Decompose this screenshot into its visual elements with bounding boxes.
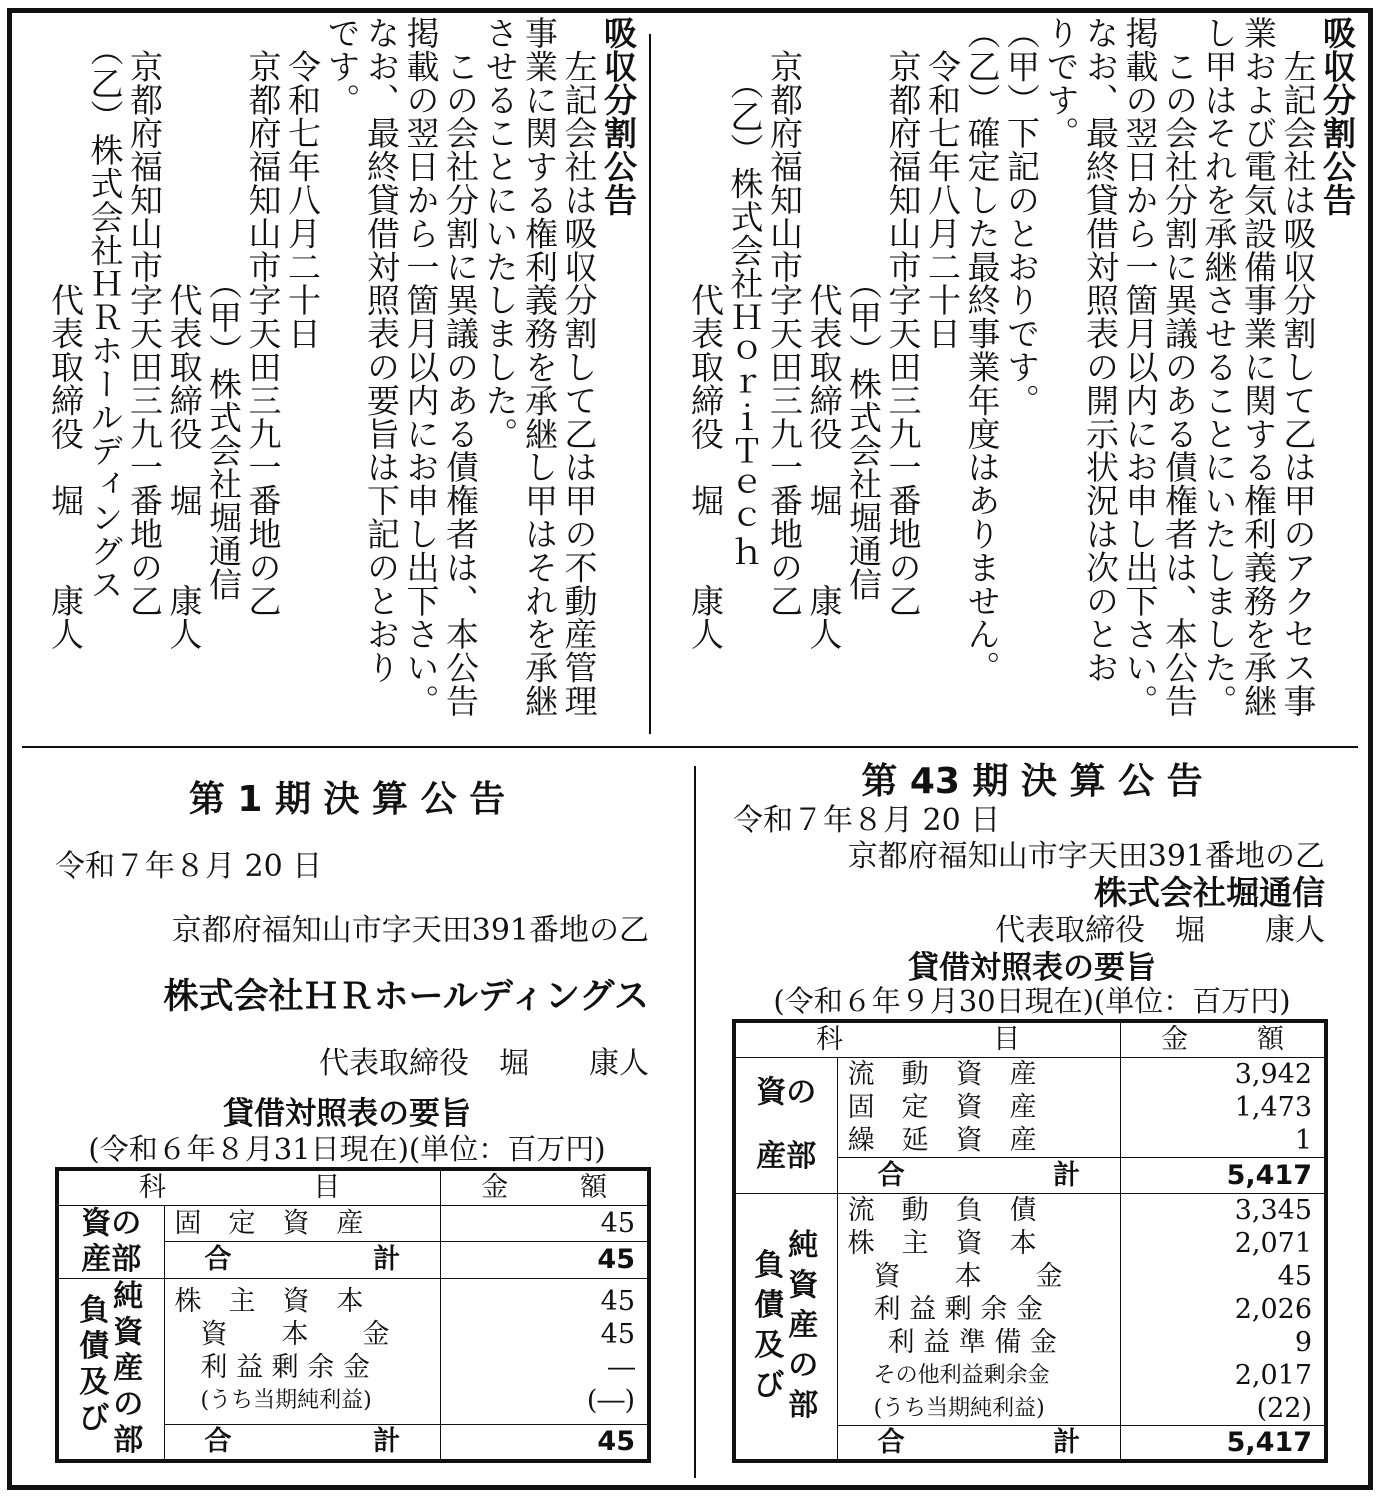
- total-label-char: 計: [373, 1426, 401, 1458]
- left-bs-period: (令和６年８月31日現在)(単位：百万円): [88, 1132, 606, 1166]
- liabilities-total-label: [164, 1425, 441, 1461]
- assets-label-line: 資の: [81, 1205, 142, 1241]
- right-notice-line: し甲はそれを承継させることにいたしました。: [1199, 16, 1239, 718]
- left-notice-line: 代表取締役 堀 康人: [164, 16, 204, 651]
- line-item-value: 1,473: [1234, 1091, 1312, 1123]
- left-notice-line: 京都府福知山市字天田三九一番地の乙: [125, 16, 164, 618]
- table-header-row: [57, 1169, 649, 1205]
- assets-total-label: [164, 1242, 441, 1279]
- left-balance-sheet-table: [55, 1167, 651, 1463]
- line-item-label: 資 本 金: [873, 1260, 1063, 1292]
- line-item-value: ―: [608, 1352, 635, 1384]
- liabilities-label-char: 負: [754, 1248, 785, 1284]
- left-notice-line: （甲）株式会社堀通信: [204, 16, 243, 601]
- right-fin-company: 株式会社堀通信: [1094, 873, 1325, 912]
- subject-header: [734, 1021, 1121, 1057]
- amount-header: [441, 1169, 649, 1205]
- left-notice-line: 左記会社は吸収分割して乙は甲の不動産管理: [559, 16, 599, 718]
- assets-section-label: [734, 1057, 837, 1193]
- left-notice-line: です。: [322, 16, 362, 117]
- assets-total-label: [837, 1157, 1121, 1193]
- left-notice-line: （乙）株式会社ＨＲホールディングス: [85, 16, 125, 601]
- assets-section-label: [57, 1205, 164, 1278]
- right-bs-period: (令和６年９月30日現在)(単位：百万円): [773, 984, 1291, 1018]
- left-fin-representative: 代表取締役 堀 康人: [319, 1046, 649, 1081]
- section-divider: [22, 746, 1358, 748]
- right-notice-line: 代表取締役 堀 康人: [804, 16, 844, 651]
- line-item-value: 1: [1294, 1124, 1312, 1156]
- liabilities-label-char: び: [79, 1400, 110, 1436]
- right-fin-title: 第 43 期 決 算 公 告: [861, 761, 1203, 802]
- subject-header-char: 科: [816, 1024, 843, 1056]
- assets-values: [1121, 1057, 1326, 1157]
- total-label-char: 計: [1053, 1426, 1081, 1458]
- assets-row: [734, 1057, 1326, 1157]
- line-item-value: 9: [1294, 1326, 1312, 1358]
- total-label-char: 合: [204, 1244, 232, 1276]
- assets-total-value: 5,417: [1121, 1157, 1326, 1193]
- left-fin-date: 令和７年８月 20 日: [55, 849, 323, 884]
- line-item-label: (うち当期純利益): [873, 1395, 1045, 1421]
- liabilities-label-char: 資: [113, 1314, 144, 1350]
- liabilities-total-value: 45: [441, 1425, 649, 1461]
- liabilities-label-char: 及: [754, 1328, 785, 1364]
- liabilities-label-char: 純: [788, 1228, 819, 1264]
- line-item-value: 45: [600, 1319, 635, 1351]
- liabilities-values: [441, 1278, 649, 1425]
- right-notice-line: 代表取締役 堀 康人: [686, 16, 725, 651]
- left-bs-title: 貸借対照表の要旨: [223, 1096, 471, 1132]
- line-item-label: 株 主 資 本: [174, 1286, 364, 1318]
- line-item-label: その他利益剰余金: [873, 1362, 1050, 1388]
- assets-label-line: 産部: [756, 1139, 817, 1174]
- line-item-label: 利 益 剰 余 金: [200, 1352, 370, 1384]
- line-item-value: 3,942: [1234, 1058, 1312, 1090]
- right-notice-line: 業および電気設備事業に関する権利義務を承継: [1239, 16, 1278, 718]
- liabilities-section-label: [57, 1278, 164, 1461]
- liabilities-label-char: 負: [79, 1292, 110, 1328]
- line-item-value: 2,017: [1234, 1359, 1312, 1391]
- assets-label-line: 資の: [756, 1075, 817, 1110]
- left-notice-line: 令和七年八月二十日: [283, 16, 322, 350]
- subject-header: [57, 1169, 441, 1205]
- assets-row: [57, 1205, 649, 1242]
- liabilities-values: [1121, 1193, 1326, 1425]
- left-notice-line: 代表取締役 堀 康人: [46, 16, 85, 651]
- liabilities-label-char: 純: [113, 1278, 144, 1314]
- line-item-value: 3,345: [1234, 1194, 1312, 1226]
- total-label-char: 合: [877, 1426, 905, 1458]
- right-bs-title: 貸借対照表の要旨: [908, 950, 1156, 986]
- subject-header-char: 目: [993, 1024, 1021, 1056]
- total-label-char: 計: [373, 1244, 401, 1276]
- line-item-value: 2,071: [1234, 1227, 1312, 1259]
- left-notice-line: 掲載の翌日から一箇月以内にお申し出下さい。: [401, 16, 441, 718]
- assets-items: [837, 1057, 1121, 1157]
- line-item-label: 資 本 金: [200, 1319, 390, 1351]
- amount-header-char: 額: [580, 1172, 607, 1204]
- left-merger-notice: [18, 16, 638, 736]
- liabilities-total-label: [837, 1425, 1121, 1461]
- right-notice-line: 左記会社は吸収分割して乙は甲のアクセス事: [1278, 16, 1318, 718]
- right-notice-line: 令和七年八月二十日: [923, 16, 962, 350]
- left-notice-line: 京都府福知山市字天田三九一番地の乙: [243, 16, 283, 618]
- left-notice-line: させることにいたしました。: [480, 16, 520, 451]
- right-notice-line: 京都府福知山市字天田三九一番地の乙: [765, 16, 804, 618]
- left-notice-line: 事業に関する権利義務を承継し甲はそれを承継: [520, 16, 559, 718]
- amount-header-char: 金: [481, 1172, 509, 1204]
- liabilities-label-char: の: [113, 1386, 144, 1422]
- right-notice-body: [686, 16, 1318, 736]
- right-notice-line: （甲）下記のとおりです。: [1002, 16, 1041, 417]
- assets-items: [164, 1205, 441, 1242]
- right-notice-line: （乙）確定した最終事業年度はありません。: [962, 16, 1002, 684]
- line-item-value: 45: [1277, 1260, 1312, 1292]
- line-item-label: 固 定 資 産: [847, 1091, 1037, 1123]
- total-label-char: 計: [1053, 1159, 1081, 1191]
- liabilities-label-char: 債: [79, 1328, 110, 1364]
- left-notice-body: [46, 16, 599, 736]
- line-item-label: (うち当期純利益): [200, 1388, 372, 1414]
- line-item-label: 繰 延 資 産: [847, 1124, 1037, 1156]
- left-notice-title: 吸収分割公告: [599, 16, 638, 217]
- liabilities-label-char: 及: [79, 1364, 110, 1400]
- line-item-value: 2,026: [1234, 1293, 1312, 1325]
- right-notice-line: りです。: [1041, 16, 1081, 150]
- top-column-divider: [649, 34, 651, 734]
- left-fin-address: 京都府福知山市字天田391番地の乙: [171, 913, 649, 948]
- table-header-row: [734, 1021, 1326, 1057]
- right-merger-notice: [662, 16, 1357, 736]
- right-fin-representative: 代表取締役 堀 康人: [995, 913, 1325, 948]
- line-item-label: 利 益 剰 余 金: [873, 1293, 1043, 1325]
- right-notice-line: この会社分割に異議のある債権者は、本公告: [1160, 16, 1199, 718]
- assets-label-line: 産部: [81, 1241, 142, 1277]
- liabilities-total-value: 5,417: [1121, 1425, 1326, 1461]
- right-balance-sheet-table: [732, 1019, 1328, 1463]
- left-fin-company: 株式会社ＨＲホールディングス: [163, 977, 649, 1017]
- total-label-char: 合: [877, 1159, 905, 1191]
- right-notice-line: （甲）株式会社堀通信: [844, 16, 883, 601]
- left-notice-line: なお、最終貸借対照表の要旨は下記のとおり: [362, 16, 401, 684]
- liabilities-label-char: 資: [788, 1268, 819, 1304]
- line-item-label: 流 動 資 産: [847, 1058, 1037, 1090]
- total-label-char: 合: [204, 1426, 232, 1458]
- line-item-value: 45: [600, 1286, 635, 1318]
- right-notice-line: （乙）株式会社ＨｏｒｉＴｅｃｈ: [725, 16, 765, 568]
- liabilities-row: [734, 1193, 1326, 1425]
- line-item-label: 利 益 準 備 金: [887, 1326, 1057, 1358]
- liabilities-items: [837, 1193, 1121, 1425]
- right-notice-title: 吸収分割公告: [1318, 16, 1357, 217]
- line-item-value: (―): [586, 1385, 635, 1417]
- assets-values: [441, 1205, 649, 1242]
- liabilities-label-char: 部: [788, 1388, 819, 1424]
- line-item-value: (22): [1256, 1392, 1312, 1424]
- line-item-label: 株 主 資 本: [847, 1227, 1037, 1259]
- right-fin-address: 京都府福知山市字天田391番地の乙: [847, 839, 1325, 874]
- line-item-label: 固 定 資 産: [174, 1207, 364, 1239]
- right-notice-line: なお、最終貸借対照表の開示状況は次のとお: [1081, 16, 1120, 684]
- subject-header-char: 目: [313, 1172, 341, 1204]
- line-item-label: 流 動 負 債: [847, 1194, 1037, 1226]
- amount-header-char: 金: [1161, 1024, 1189, 1056]
- right-notice-line: 掲載の翌日から一箇月以内にお申し出下さい。: [1120, 16, 1160, 718]
- liabilities-label-char: 部: [113, 1422, 144, 1458]
- right-notice-line: 京都府福知山市字天田三九一番地の乙: [883, 16, 923, 618]
- line-item-value: 45: [600, 1207, 635, 1239]
- amount-header-char: 額: [1257, 1024, 1284, 1056]
- left-notice-line: この会社分割に異議のある債権者は、本公告: [441, 16, 480, 718]
- liabilities-label-char: 産: [788, 1308, 819, 1344]
- liabilities-section-label: [734, 1193, 837, 1461]
- right-fin-date: 令和７年８月 20 日: [733, 803, 1001, 838]
- liabilities-label-char: 産: [113, 1350, 144, 1386]
- liabilities-label-char: 債: [754, 1288, 785, 1324]
- subject-header-char: 科: [139, 1172, 166, 1204]
- left-fin-title: 第 1 期 決 算 公 告: [188, 779, 506, 820]
- liabilities-row: [57, 1278, 649, 1425]
- liabilities-items: [164, 1278, 441, 1425]
- amount-header: [1121, 1021, 1326, 1057]
- assets-total-value: 45: [441, 1242, 649, 1279]
- liabilities-label-char: の: [788, 1348, 819, 1384]
- liabilities-label-char: び: [754, 1368, 785, 1404]
- bottom-column-divider: [694, 766, 696, 1478]
